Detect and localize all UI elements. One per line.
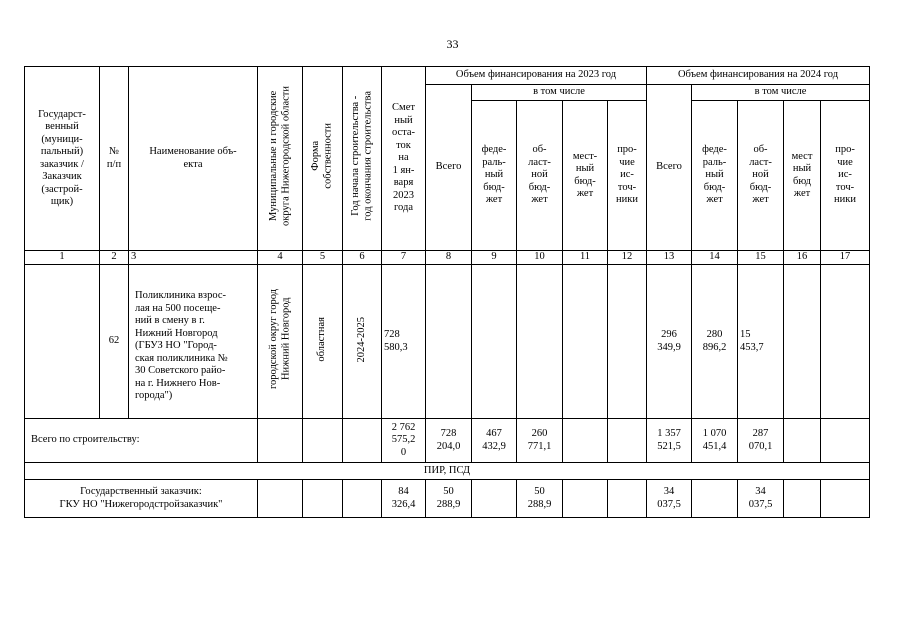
total-federal-2023: 467 432,9 — [472, 419, 517, 463]
col-number: 12 — [608, 251, 647, 265]
header-row-1 — [25, 67, 870, 85]
cell-municipality: городской округ город Нижний Новгород — [267, 289, 291, 390]
total-other-2024 — [821, 419, 870, 463]
customer-local-2024 — [784, 480, 821, 518]
customer-row — [25, 480, 870, 518]
col-number: 5 — [303, 251, 343, 265]
col-number: 1 — [25, 251, 100, 265]
header-municipality: Муниципальные и городские округа Нижегородской области — [267, 86, 291, 227]
header-local-2024: мест ный бюд жет — [784, 101, 821, 251]
col-number: 2 — [100, 251, 129, 265]
customer-federal-2023 — [472, 480, 517, 518]
total-regional-2023: 260 771,1 — [517, 419, 563, 463]
empty-cell — [343, 419, 382, 463]
col-number: 16 — [784, 251, 821, 265]
header-other-2023: про- чие ис- точ- ники — [608, 101, 647, 251]
cell-regional-2024: 15 453,7 — [738, 265, 784, 419]
col-number: 11 — [563, 251, 608, 265]
total-other-2023 — [608, 419, 647, 463]
cell-ownership-wrap — [303, 265, 343, 419]
total-label: Всего по строительству: — [25, 419, 258, 463]
customer-regional-2023: 50 288,9 — [517, 480, 563, 518]
column-number-row — [25, 251, 870, 265]
header-including-2024: в том числе — [692, 85, 870, 101]
col-number: 14 — [692, 251, 738, 265]
customer-federal-2024 — [692, 480, 738, 518]
col-number: 10 — [517, 251, 563, 265]
cell-federal-2024: 280 896,2 — [692, 265, 738, 419]
total-2023: 728 204,0 — [426, 419, 472, 463]
financing-table — [24, 66, 870, 518]
header-num: № п/п — [100, 67, 129, 251]
header-ownership: Форма собственности — [310, 123, 334, 190]
cell-ownership: областная — [316, 316, 328, 362]
cell-years-wrap — [343, 265, 382, 419]
header-municipality-cell — [258, 67, 303, 251]
header-ownership-cell — [303, 67, 343, 251]
cell-local-2024 — [784, 265, 821, 419]
col-number: 8 — [426, 251, 472, 265]
cell-federal-2023 — [472, 265, 517, 419]
cell-num: 62 — [100, 265, 129, 419]
header-federal-2023: феде- раль- ный бюд- жет — [472, 101, 517, 251]
header-total-2024: Всего — [647, 85, 692, 251]
customer-other-2024 — [821, 480, 870, 518]
empty-cell — [303, 419, 343, 463]
col-number: 13 — [647, 251, 692, 265]
customer-total-2024: 34 037,5 — [647, 480, 692, 518]
cell-years: 2024-2025 — [355, 316, 367, 362]
cell-municipality-wrap — [258, 265, 303, 419]
header-customer: Государст- венный (муници- пальный) заказчик / Заказчик (застрой- щик) — [25, 67, 100, 251]
customer-other-2023 — [608, 480, 647, 518]
header-local-2023: мест- ный бюд- жет — [563, 101, 608, 251]
col-number: 4 — [258, 251, 303, 265]
cell-balance: 728 580,3 — [382, 265, 426, 419]
col-number: 9 — [472, 251, 517, 265]
col-number: 15 — [738, 251, 784, 265]
col-number: 6 — [343, 251, 382, 265]
header-regional-2023: об- ласт- ной бюд- жет — [517, 101, 563, 251]
total-row — [25, 419, 870, 463]
section-title: ПИР, ПСД — [25, 463, 870, 480]
cell-local-2023 — [563, 265, 608, 419]
empty-cell — [258, 419, 303, 463]
table-row — [25, 265, 870, 419]
header-object-name: Наименование объ- екта — [129, 67, 258, 251]
cell-regional-2023 — [517, 265, 563, 419]
customer-label: Государственный заказчик: ГКУ НО "Нижегородстройзаказчик" — [25, 480, 258, 518]
total-federal-2024: 1 070 451,4 — [692, 419, 738, 463]
page-number: 33 — [446, 37, 459, 51]
header-fin-2024: Объем финансирования на 2024 год — [647, 67, 870, 85]
customer-local-2023 — [563, 480, 608, 518]
total-local-2024 — [784, 419, 821, 463]
customer-balance: 84 326,4 — [382, 480, 426, 518]
empty-cell — [258, 480, 303, 518]
header-regional-2024: об- ласт- ной бюд- жет — [738, 101, 784, 251]
header-years-cell — [343, 67, 382, 251]
cell-customer — [25, 265, 100, 419]
cell-other-2024 — [821, 265, 870, 419]
header-total-2023: Всего — [426, 85, 472, 251]
header-federal-2024: феде- раль- ный бюд- жет — [692, 101, 738, 251]
header-balance: Смет ный оста- ток на 1 ян- варя 2023 года — [382, 67, 426, 251]
col-number: 7 — [382, 251, 426, 265]
empty-cell — [343, 480, 382, 518]
cell-total-2023 — [426, 265, 472, 419]
header-years: Год начала строительства - год окончания строительства — [349, 91, 373, 222]
total-regional-2024: 287 070,1 — [738, 419, 784, 463]
cell-object-name: Поликлиника взрос- лая на 500 посеще- ний в смену в г. Нижний Новгород (ГБУЗ НО "Город- ская поликлиника № 30 Советского райо- на г. Нижнего Нов- города") — [129, 265, 258, 419]
header-fin-2023: Объем финансирования на 2023 год — [426, 67, 647, 85]
section-row — [25, 463, 870, 480]
col-number: 17 — [821, 251, 870, 265]
customer-total-2023: 50 288,9 — [426, 480, 472, 518]
empty-cell — [303, 480, 343, 518]
total-2024: 1 357 521,5 — [647, 419, 692, 463]
total-local-2023 — [563, 419, 608, 463]
customer-regional-2024: 34 037,5 — [738, 480, 784, 518]
header-other-2024: про- чие ис- точ- ники — [821, 101, 870, 251]
total-balance: 2 762 575,2 0 — [382, 419, 426, 463]
col-number: 3 — [129, 251, 258, 265]
header-including-2023: в том числе — [472, 85, 647, 101]
cell-other-2023 — [608, 265, 647, 419]
cell-total-2024: 296 349,9 — [647, 265, 692, 419]
